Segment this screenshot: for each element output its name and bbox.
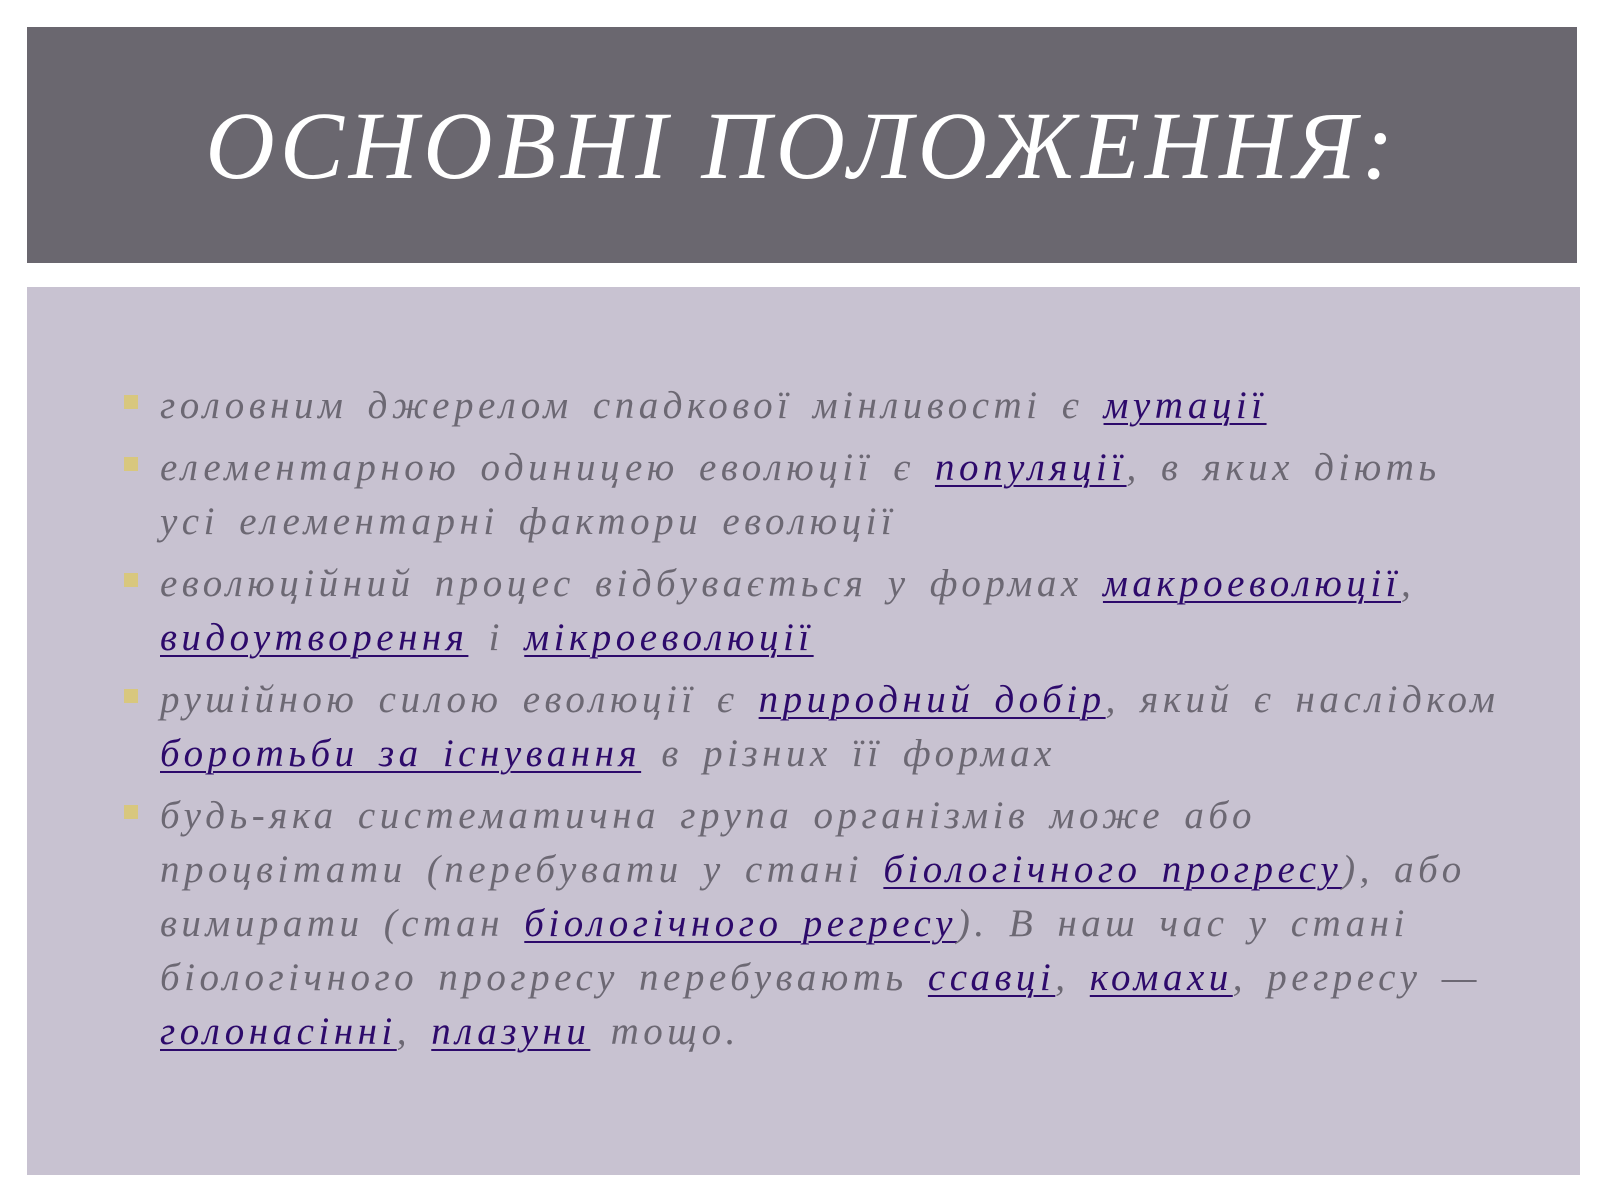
- list-item: [122, 441, 1502, 549]
- link-populations[interactable]: популяції: [934, 446, 1127, 489]
- bullet-square-icon: [124, 573, 138, 587]
- bullet-text: головним джерелом спадкової мінливості є: [160, 384, 1104, 427]
- link-microevolution[interactable]: мікроеволюції: [524, 616, 814, 659]
- link-biological-progress[interactable]: біологічного прогресу: [883, 848, 1343, 891]
- link-speciation[interactable]: видоутворення: [160, 616, 469, 659]
- list-item: [122, 673, 1502, 781]
- link-reptiles[interactable]: плазуни: [431, 1010, 591, 1053]
- bullet-text: рушійною силою еволюції є: [160, 678, 759, 721]
- bullet-text: будь-яка систематична група організмів може або процвітати (перебувати у стані: [160, 794, 1256, 891]
- list-item: [122, 789, 1502, 1059]
- slide-title: ОСНОВНІ ПОЛОЖЕННЯ:: [205, 91, 1399, 199]
- content-box: [27, 287, 1580, 1175]
- bullet-text: , який є наслідком: [1105, 678, 1500, 721]
- list-item: [122, 379, 1502, 433]
- bullet-text: елементарною одиницею еволюції є: [160, 446, 935, 489]
- link-gymnosperms[interactable]: голонасінні: [160, 1010, 397, 1053]
- bullet-text: , в яких діють усі елементарні фактори еволюції: [160, 446, 1441, 543]
- bullet-square-icon: [124, 395, 138, 409]
- bullet-text: ,: [396, 1010, 432, 1053]
- link-mutations[interactable]: мутації: [1103, 384, 1267, 427]
- bullet-text: в різних її формах: [641, 732, 1056, 775]
- list-item: [122, 557, 1502, 665]
- link-biological-regress[interactable]: біологічного регресу: [524, 902, 957, 945]
- bullet-text: еволюційний процес відбувається у формах: [160, 562, 1103, 605]
- link-mammals[interactable]: ссавці: [927, 956, 1056, 999]
- bullet-text: ,: [1055, 956, 1090, 999]
- bullet-text: тощо.: [590, 1010, 740, 1053]
- link-struggle-for-existence[interactable]: боротьби за існування: [160, 732, 642, 775]
- bullet-text: ,: [1401, 562, 1416, 605]
- bullet-text: і: [468, 616, 525, 659]
- bullet-square-icon: [124, 689, 138, 703]
- link-natural-selection[interactable]: природний добір: [758, 678, 1106, 721]
- bullet-square-icon: [124, 805, 138, 819]
- bullet-text: ). В наш час у стані біологічного прогресу перебувають: [160, 902, 1409, 999]
- bullet-square-icon: [124, 457, 138, 471]
- bullet-text: , регресу —: [1232, 956, 1481, 999]
- bullet-text: ), або вимирати (стан: [160, 848, 1466, 945]
- title-band: [27, 27, 1577, 263]
- link-insects[interactable]: комахи: [1089, 956, 1233, 999]
- bullet-list: [122, 379, 1502, 1067]
- link-macroevolution[interactable]: макроеволюції: [1102, 562, 1401, 605]
